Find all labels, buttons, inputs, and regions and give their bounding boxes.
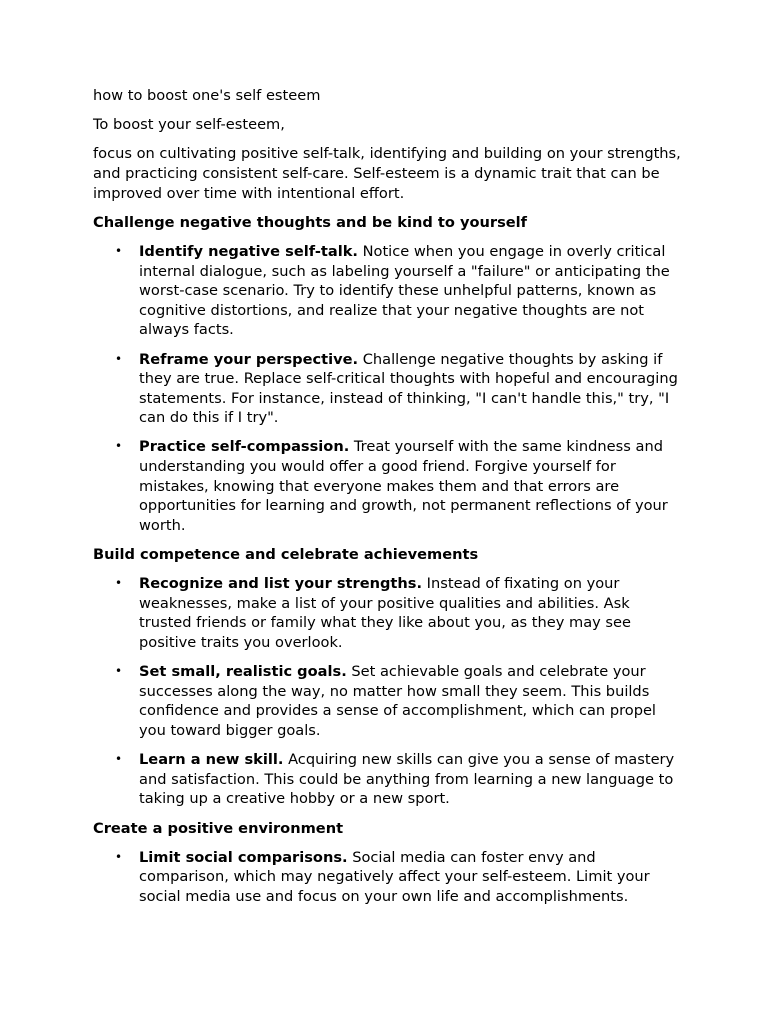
intro-paragraph: focus on cultivating positive self-talk, identifying and building on your strengths, and practicing consistent self-care. Self-esteem is a dynamic trait that can be improved over time with intentional effort. bbox=[93, 145, 681, 202]
item-term: Practice self-compassion. bbox=[139, 438, 350, 456]
list-item bbox=[93, 242, 681, 340]
list-item bbox=[93, 437, 681, 535]
item-term: Learn a new skill. bbox=[139, 751, 284, 769]
section-list-challenge bbox=[93, 242, 681, 536]
query-text: how to boost one's self esteem bbox=[93, 87, 321, 104]
section-heading-environment: Create a positive environment bbox=[93, 819, 344, 837]
list-item bbox=[93, 848, 681, 907]
item-term: Reframe your perspective. bbox=[139, 350, 359, 368]
list-item bbox=[93, 350, 681, 428]
bullet-icon: • bbox=[115, 351, 123, 366]
bullet-icon: • bbox=[115, 664, 123, 679]
item-text: Challenge negative thoughts by asking if they are true. Replace self-critical thoughts with hopeful and encouraging statements. For instance, instead of thinking, "I can't handle this," try, "I can do this if I try". bbox=[139, 350, 678, 427]
item-text: Set achievable goals and celebrate your successes along the way, no matter how small they seem. This builds confidence and provides a sense of accomplishment, which can propel you toward bigger goals. bbox=[139, 663, 656, 739]
item-text: Acquiring new skills can give you a sense of mastery and satisfaction. This could be anything from learning a new language to taking up a creative hobby or a new sport. bbox=[139, 751, 675, 808]
item-term: Identify negative self-talk. bbox=[139, 242, 358, 260]
section-heading-challenge: Challenge negative thoughts and be kind to yourself bbox=[93, 213, 528, 231]
section-list-competence bbox=[93, 574, 681, 809]
item-text: Treat yourself with the same kindness and understanding you would offer a good friend. Forgive yourself for mistakes, knowing that everyone makes them and that errors are opportunities for learning and growth, not permanent reflections of your worth. bbox=[139, 438, 668, 534]
item-term: Set small, realistic goals. bbox=[139, 663, 347, 681]
bullet-icon: • bbox=[115, 752, 123, 767]
item-text: Social media can foster envy and comparison, which may negatively affect your self-esteem. Limit your social media use and focus on your own life and accomplishments. bbox=[139, 848, 650, 905]
document-page bbox=[93, 86, 681, 916]
item-term: Recognize and list your strengths. bbox=[139, 575, 423, 593]
list-item bbox=[93, 662, 681, 740]
bullet-icon: • bbox=[115, 439, 123, 454]
item-term: Limit social comparisons. bbox=[139, 848, 348, 866]
item-text: Instead of fixating on your weaknesses, make a list of your positive qualities and abilities. Ask trusted friends or family what they like about you, as they may see positive traits you overlook. bbox=[139, 575, 631, 651]
lead-text: To boost your self-esteem, bbox=[93, 116, 285, 134]
item-text: Notice when you engage in overly critical internal dialogue, such as labeling yourself a "failure" or anticipating the worst-case scenario. Try to identify these unhelpful patterns, known as cognitive distortions, and realize that your negative thoughts are not always facts. bbox=[139, 242, 670, 339]
bullet-icon: • bbox=[115, 243, 123, 258]
bullet-icon: • bbox=[115, 576, 123, 591]
list-item bbox=[93, 574, 681, 652]
bullet-icon: • bbox=[115, 849, 123, 864]
list-item bbox=[93, 750, 681, 809]
section-list-environment bbox=[93, 848, 681, 907]
section-heading-competence: Build competence and celebrate achievements bbox=[93, 546, 479, 564]
